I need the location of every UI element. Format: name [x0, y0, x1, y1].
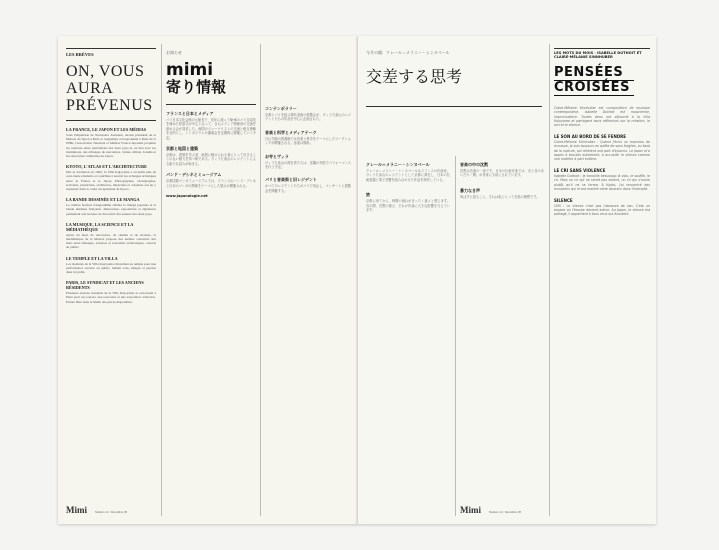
fr-kicker: LES MOTS DU MOIS · ISABELLE DUTHOIT ET CLAIRE-MÉLANIE SINNHUBER: [554, 51, 642, 60]
section-heading: お寺とヴィラ: [265, 153, 289, 159]
section-text: 叫ばずに語ること。それは私にとって音楽の理想です。: [460, 194, 540, 199]
mimi-section: [265, 177, 351, 193]
mimi-column-2: [265, 36, 351, 193]
news-column: [66, 36, 156, 304]
mimi-column: [166, 36, 256, 198]
section-heading: コンテンポラリー: [265, 106, 297, 111]
footer-logo: Mimi: [460, 505, 481, 515]
fr-article: [554, 36, 650, 217]
fr-intro: Claire-Mélanie Sinnhuber est compositrice de musique contemporaine. Isabelle Duthoit est musicienne, improvisatrice. Toutes deux ont séjourné à la Villa Kujoyama et partagent leurs réflexions sur la création, le son et le silence.: [554, 105, 650, 128]
section-heading: SILENCE: [554, 197, 573, 203]
footer-text: Numéro 22 / Décembre 08: [95, 510, 127, 514]
news-section: [66, 280, 156, 304]
fr-section: [554, 134, 650, 162]
section-text: クレール＝メラニー・シンヌベールはフランスの作曲家。ヴィラ九条山のレジデントとして京都に滞在し、日本の伝統楽器と電子音響を組み合わせた作品を制作している。: [366, 169, 450, 182]
section-text: 京都国際マンガミュージアムでは、フランスのバンド・デシネと日本のマンガの関係をテーマにした展示が開催される。: [166, 179, 256, 188]
section-text: Les résidents de la Villa Kujoyama s'installent au temple pour une performance ouverte au public, mêlant sons, images et paroles dans le jardin.: [66, 261, 156, 275]
section-heading: PARIS, LE SYNDICAT ET LES ANCIENS RÉSIDENTS: [66, 280, 144, 291]
news-title: ON, VOUS AURA PRÉVENUS: [66, 63, 153, 114]
divider: [166, 104, 256, 105]
section-text: パリ日本文化会館の元館長で、長年に渡ってNHKのパリ支局長を務めた松原氏が中心となって、日仏メディア関係者の交流を深める会が発足した。両国のジャーナリストの交流と相互理解を目的とし、シンポジウムや講演会を定期的に開催していく予定。: [166, 118, 256, 140]
section-heading: 暴力なき声: [460, 187, 480, 193]
news-section: [66, 256, 156, 275]
mimi-section: [166, 111, 256, 140]
section-text: 京都は、建築を学ぶ者、地図に魅せられる者にとって尽きることのない魅力を持つ街である。ヴィラ九条山のレジデントによる新たな試みが始まる。: [166, 153, 256, 166]
mimi-url[interactable]: www.japanologie.net: [166, 194, 208, 199]
section-heading: LA BANDE DESSINÉE ET LE MANGA: [66, 197, 140, 203]
column-divider: [549, 44, 550, 516]
section-heading: KYOTO, L'ATLAS ET L'ARCHITECTURE: [66, 164, 147, 170]
mimi-section: [265, 130, 351, 146]
mimi-small-label: お知らせ: [166, 50, 182, 55]
news-kicker: LES BRÈVES: [66, 52, 94, 57]
section-heading: 京都と地図と建築: [166, 146, 198, 152]
jp-title: 交差する思考: [366, 67, 463, 86]
left-footer: [66, 500, 206, 518]
fr-section: [554, 168, 650, 192]
news-section: [66, 197, 156, 216]
column-divider: [161, 44, 162, 516]
jp-section: [460, 188, 544, 199]
right-footer: [460, 500, 580, 518]
jp-column-1: [366, 156, 450, 212]
section-heading: フランスと日本とメディア: [166, 111, 214, 116]
section-heading: 音楽の中の沈黙: [460, 162, 488, 167]
fr-section: [554, 198, 650, 217]
section-heading: LE TEMPLE ET LA VILLA: [66, 255, 118, 261]
section-text: 京都に来てから、時間の流れがまったく違うと感じます。音の間、沈黙の重さ、それが作曲に大きな影響を与えています。: [366, 199, 450, 213]
section-text: CMS : Le silence n'est pas l'absence de son. C'est un espace où l'écoute devient active. Au Japon, le silence est partagé, il appartient à tous ceux qui écoutent.: [554, 203, 650, 217]
mimi-section: [265, 106, 351, 122]
section-text: Isabelle Duthoit : Je travaille beaucoup la voix, le souffle, le cri. Mais un cri qui ne serait pas violent, un cri qui s'ouvre plutôt qu'il ne se ferme. À Kyoto, j'ai rencontré des musiciens qui m'ont montré cette douceur dans l'intensité.: [554, 173, 650, 192]
news-section: [66, 222, 156, 250]
section-heading: クレール＝メラニー・シンヌベール: [366, 162, 430, 167]
section-heading: パリと音楽祭と旧レジデント: [265, 177, 317, 183]
jp-column-2: [460, 156, 544, 199]
section-heading: LA FRANCE, LE JAPON ET LES MÉDIAS: [66, 127, 147, 132]
right-page: [358, 36, 656, 524]
section-text: Dès sa fondation en 1992, la Villa Kujoyama a accueilli plus de cent-trente résidents et contribué à nourrir les échanges artistiques entre la France et le Japon. Photographes, chorégraphes, écrivains, plasticiens, architectes, musiciens et créateurs ont pu y séjourner dans le cadre exceptionnel de Kyoto.: [66, 170, 156, 192]
mimi-section: [166, 146, 256, 166]
jp-article: [366, 36, 546, 107]
section-text: Claire-Mélanie Sinnhuber : Quand j'écris un morceau de musique, je suis toujours en quête de sons fragiles, au bord de la rupture, qui révèlent une part d'inconnu. Le Japon m'a appris à écouter autrement, à accueillir le silence comme une matière à part entière.: [554, 139, 650, 162]
divider: [66, 48, 156, 49]
footer-text: Numéro 22 / Décembre 08: [489, 510, 521, 514]
fr-title: [554, 66, 650, 96]
fr-title-line1: PENSÉES: [554, 66, 634, 81]
section-heading: 旅: [366, 192, 370, 198]
section-text: 沈黙は音楽の一部です。日本の伝統音楽では、音と音のあいだの「間」が非常に大切にされています。: [460, 169, 544, 178]
section-heading: パンド・デシネとミュージアム: [166, 172, 222, 178]
mimi-section: [166, 172, 256, 188]
section-text: 京都とパリを結ぶ現代美術の展覧会が、ヴィラ九条山のレジデントたちの作品を中心に企画された。: [265, 113, 351, 122]
section-text: Après un mois de rencontres, de cinéma et de lectures, la médiathèque de la Maison propose des ateliers consacrés aux liens entre musique, sciences et nouvelles technologies, ouverts au public.: [66, 232, 156, 250]
section-text: 日仏学館の図書館では音楽と科学をテーマにしたワークショップが開催される。参加は無料。: [265, 136, 351, 146]
section-heading: LE SON AU BORD DE SE FENDRE: [554, 133, 626, 139]
divider: [366, 106, 542, 107]
divider: [66, 120, 156, 121]
section-heading: 音楽と科学とメディアテーク: [265, 129, 317, 135]
footer-logo: Mimi: [66, 505, 87, 515]
news-section: [66, 127, 156, 158]
divider: [554, 48, 650, 49]
mimi-title-jp: 寄り情報: [166, 78, 227, 96]
section-text: かつてのレジデントたちがパリで再会し、コンサートと展覧会を開催する。: [265, 184, 351, 193]
jp-section: [366, 162, 450, 182]
mimi-title-latin: mimi: [166, 60, 214, 80]
jp-section: [366, 192, 450, 212]
jp-section: [460, 162, 544, 178]
left-page: [58, 36, 358, 524]
column-divider: [455, 156, 456, 516]
news-section: [66, 164, 156, 191]
section-heading: LA MUSIQUE, LA SCIENCE ET LA MÉDIATHÈQUE: [66, 221, 134, 232]
fr-title-line2: CROISÉES: [554, 81, 634, 96]
jp-small-label: 今月の顔：クレール＝メラニー・シンヌベール: [366, 50, 450, 55]
section-text: ヴィラ九条山の滞在者たちは、近隣の寺院でパフォーマンスを行う予定。: [265, 160, 351, 170]
section-heading: LE CRI SANS VIOLENCE: [554, 167, 606, 173]
section-text: Le célèbre festival d'Angoulême célèbre le manga japonais et la bande dessinée française. Rencontres, expositions et signatures permettent aux lecteurs de découvrir des auteurs des deux pays.: [66, 203, 156, 216]
section-text: Sous l'impulsion de Nouveaux Journaux, ancien président de la Maison du Japon à Paris et longtemps correspondant à Paris de la NHK, l'association Tanabata et Médias France-Japonais propulse les relations entre journalistes des deux pays et, en lien avec les institutions, des échanges de rencontres, visites, débats, forums et les rencontres culturelles du Japon.: [66, 133, 156, 159]
section-text: Plusieurs anciens résidents de la Villa Kujoyama se retrouvent à Paris pour un concert, une rencontre et une exposition collective. Entrée libre dans la limite des places disponibles.: [66, 291, 156, 304]
mimi-section: [265, 154, 351, 170]
column-divider: [260, 44, 261, 516]
